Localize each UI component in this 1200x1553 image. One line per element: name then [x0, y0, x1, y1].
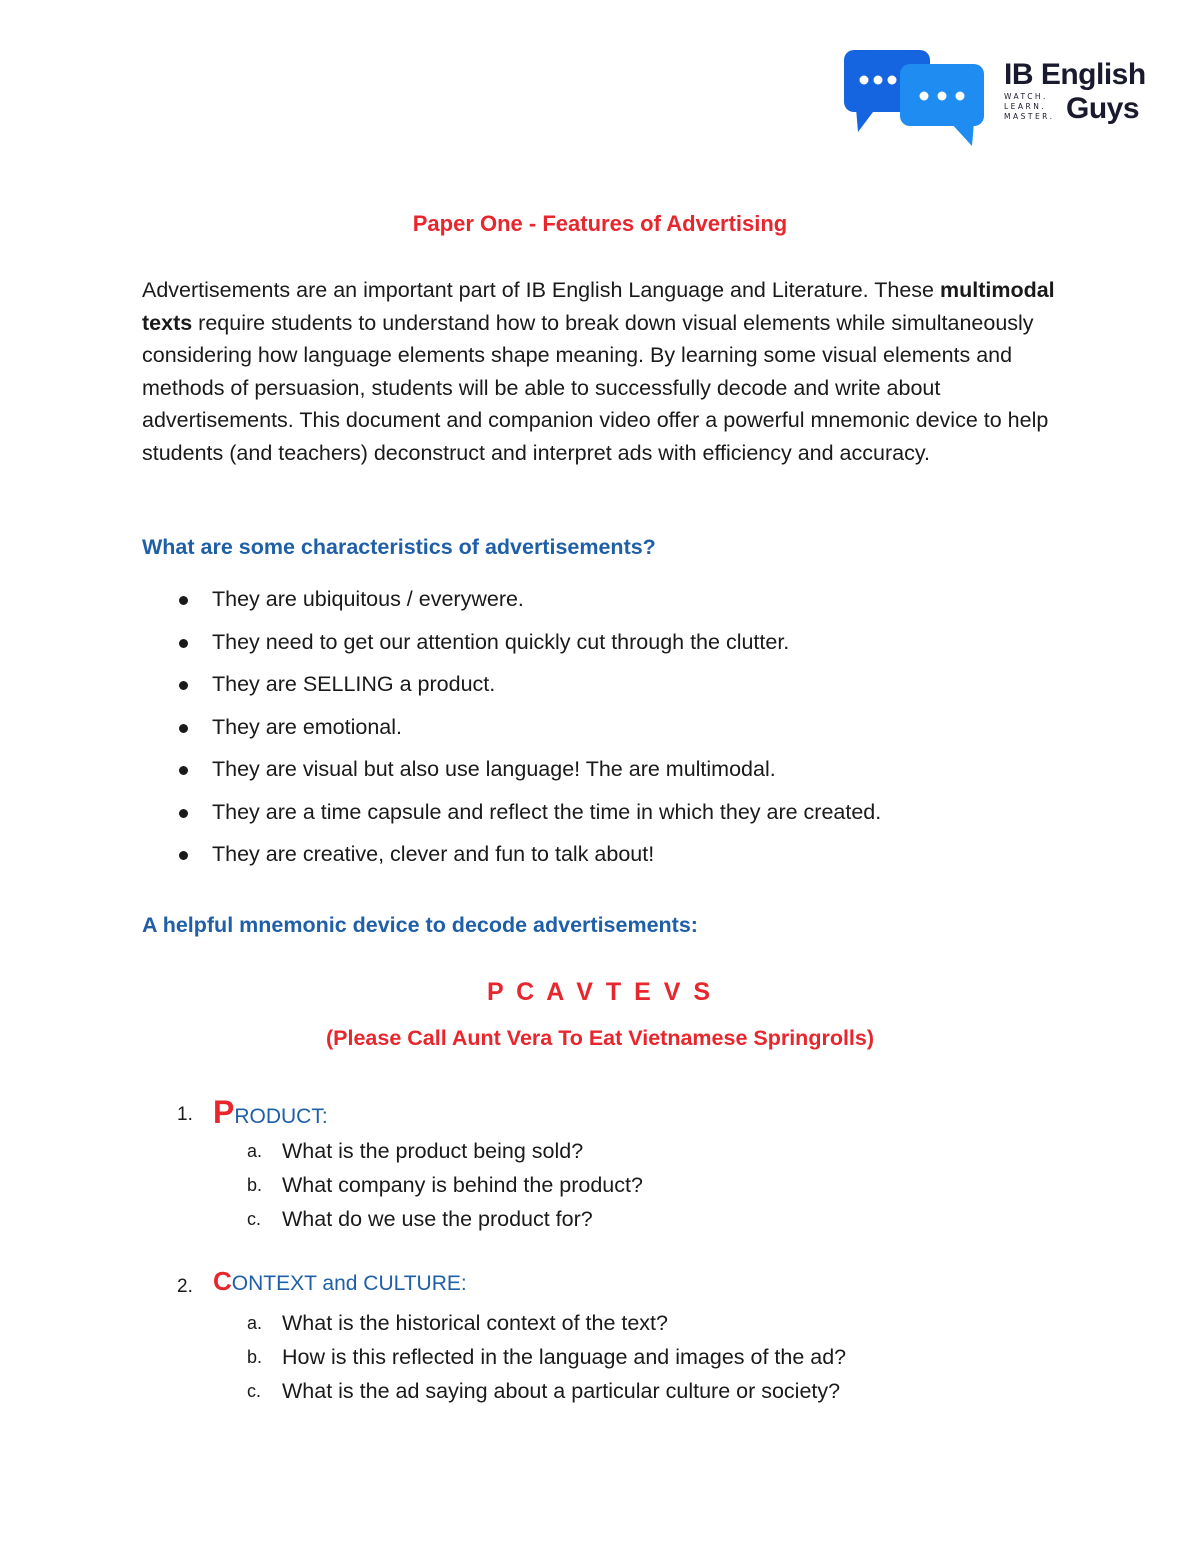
- list-item-text: They are a time capsule and reflect the time in which they are created.: [212, 799, 882, 824]
- section-number: 1.: [177, 1104, 193, 1125]
- bullet-icon: [179, 809, 188, 818]
- logo-tagline: [1004, 92, 1064, 122]
- question-letter: b.: [247, 1175, 263, 1195]
- intro-bold-term: multimodal texts: [142, 278, 1055, 335]
- section-initial: P: [213, 1094, 235, 1130]
- intro-paragraph: [142, 274, 1082, 469]
- logo-tagline-line: LEARN.: [1004, 102, 1047, 111]
- list-item: [142, 1168, 1102, 1202]
- intro-text-start: Advertisements are an important part of IB English Language and Literature. These: [142, 278, 940, 302]
- logo-tagline-line: MASTER.: [1004, 112, 1055, 121]
- list-item: [142, 706, 1122, 749]
- list-item: [142, 748, 1122, 791]
- question-text: What is the ad saying about a particular culture or society?: [282, 1379, 841, 1403]
- question-letter: a.: [247, 1141, 263, 1161]
- bullet-icon: [179, 596, 188, 605]
- section-title: [213, 1094, 328, 1131]
- list-item: [142, 791, 1122, 834]
- question-list: [142, 1134, 1102, 1236]
- list-item: [142, 833, 1122, 876]
- characteristics-list: [142, 578, 1122, 876]
- mnemonic-expansion: (Please Call Aunt Vera To Eat Vietnamese Springrolls): [325, 1026, 875, 1050]
- list-item-text: They are visual but also use language! The are multimodal.: [212, 757, 776, 781]
- list-item: [142, 663, 1122, 706]
- list-item: [142, 1134, 1102, 1168]
- question-text: How is this reflected in the language and images of the ad?: [282, 1345, 847, 1369]
- chat-bubbles-icon: [842, 48, 1002, 150]
- numbered-section-context-culture: [142, 1266, 1102, 1408]
- question-list: [142, 1306, 1102, 1408]
- list-item-text: They are ubiquitous / everywere.: [212, 587, 524, 611]
- section-title: [213, 1266, 467, 1297]
- list-item: [142, 1374, 1102, 1408]
- question-letter: b.: [247, 1347, 263, 1367]
- question-text: What is the product being sold?: [282, 1139, 584, 1163]
- section-title-colon: :: [321, 1105, 328, 1128]
- section-heading: [142, 1094, 1102, 1134]
- list-item: [142, 1202, 1102, 1236]
- question-text: What do we use the product for?: [282, 1207, 593, 1231]
- mnemonic-heading: A helpful mnemonic device to decode advertisements:: [142, 913, 698, 937]
- characteristics-heading: What are some characteristics of advertisements?: [142, 535, 656, 559]
- list-item-text: They are creative, clever and fun to talk about!: [212, 842, 655, 866]
- list-item-text: They are emotional.: [212, 714, 403, 739]
- question-text: What company is behind the product?: [282, 1173, 643, 1197]
- page-title: Paper One - Features of Advertising: [412, 211, 788, 236]
- logo-title: IB English: [1004, 58, 1146, 91]
- bullet-icon: [179, 639, 188, 648]
- list-item: [142, 1340, 1102, 1374]
- bullet-icon: [179, 724, 188, 733]
- question-letter: c.: [247, 1381, 262, 1401]
- mnemonic-acronym: P C A V T E V S: [486, 978, 714, 1006]
- logo-title-second-line: Guys: [1066, 92, 1140, 125]
- section-title-rest: ONTEXT and CULTURE: [231, 1272, 461, 1295]
- section-number: 2.: [177, 1276, 193, 1297]
- question-text: What is the historical context of the text?: [282, 1311, 668, 1335]
- question-letter: c.: [247, 1209, 262, 1229]
- list-item-text: They need to get our attention quickly cut through the clutter.: [212, 629, 790, 654]
- brand-logo: [842, 48, 1152, 150]
- list-item: [142, 578, 1122, 621]
- logo-tagline-line: WATCH.: [1004, 92, 1048, 101]
- section-title-rest: RODUCT: [234, 1105, 322, 1128]
- intro-text-end: require students to understand how to break down visual elements while simultaneously considering how language elements shape meaning. By learning some visual elements and methods of persuasion, students will be able to successfully decode and write about advertisements. This document and companion video offer a powerful mnemonic device to help students (and teachers) deconstruct and interpret ads with efficiency and accuracy.: [142, 310, 1049, 465]
- section-title-colon: :: [460, 1272, 467, 1295]
- list-item: [142, 621, 1122, 664]
- section-initial: C: [213, 1266, 232, 1296]
- numbered-section-product: [142, 1094, 1102, 1236]
- bullet-icon: [179, 681, 188, 690]
- list-item: [142, 1306, 1102, 1340]
- question-letter: a.: [247, 1313, 263, 1333]
- list-item-text: They are SELLING a product.: [212, 672, 496, 696]
- bullet-icon: [179, 851, 188, 860]
- section-heading: [142, 1266, 1102, 1306]
- bullet-icon: [179, 766, 188, 775]
